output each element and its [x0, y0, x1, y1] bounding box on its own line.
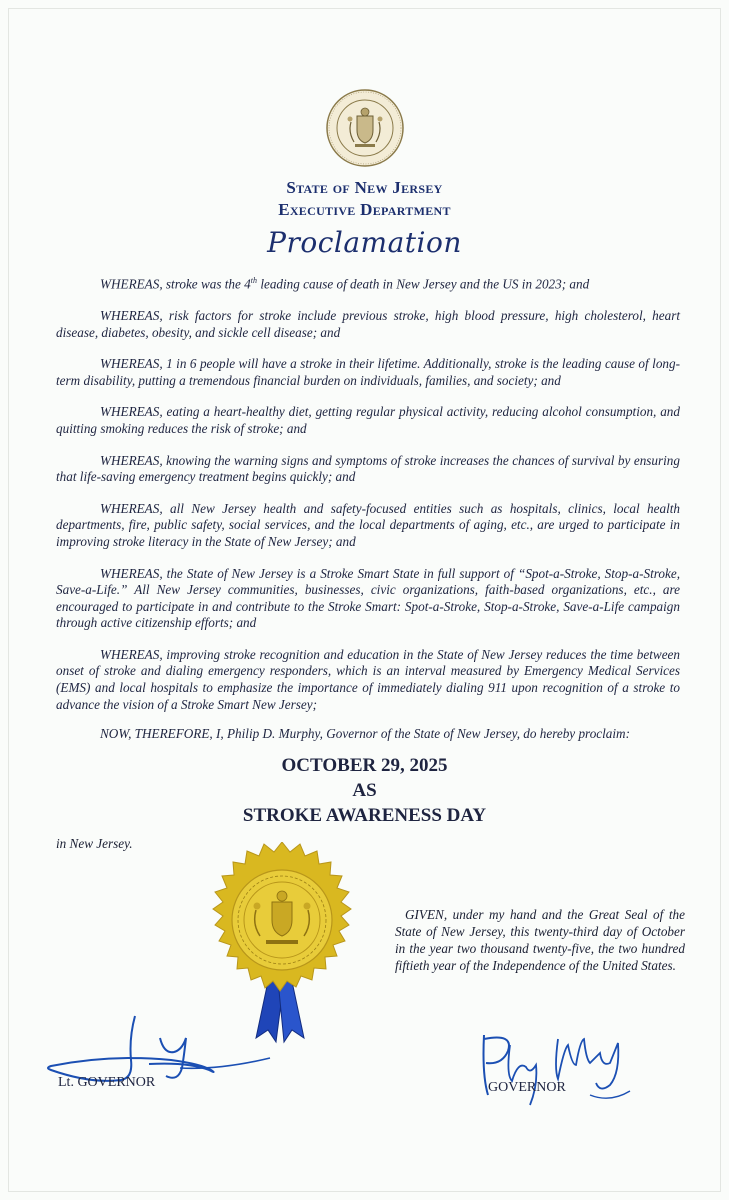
whereas-paragraph: WHEREAS, risk factors for stroke include previous stroke, high blood pressure, high cholesterol, heart disease, diabetes, obesity, and sickle cell disease; and: [56, 307, 680, 340]
proclamation-body: [56, 273, 680, 758]
department-name: Executive Department: [278, 200, 451, 219]
proclaimed-name: STROKE AWARENESS DAY: [242, 805, 487, 826]
state-name: State of New Jersey: [286, 178, 443, 197]
whereas-paragraph: WHEREAS, the State of New Jersey is a Stroke Smart State in full support of “Spot-a-Stroke, Stop-a-Stroke, Save-a-Life.” All New Jersey communities, businesses, civic organizations, faith-based organizations, etc., are encouraged to participate in and contribute to the Stroke Smart: Spot-a-Stroke, Stop-a-Stroke, Save-a-Life campaign through active citizenship efforts; and: [56, 565, 680, 631]
proclaimed-date: OCTOBER 29, 2025: [281, 755, 448, 776]
whereas-paragraph: WHEREAS, improving stroke recognition and education in the State of New Jersey reduces the time between onset of stroke and dialing emergency responders, which is an interval measured by Emergency Medical Services (EMS) and local hospitals to emphasize the importance of immediately dialing 911 upon recognition of a stroke to advance the vision of a Stroke Smart New Jersey;: [56, 646, 680, 712]
governor-signature-icon: [470, 1025, 640, 1115]
whereas-paragraph: WHEREAS, eating a heart-healthy diet, getting regular physical activity, reducing alcohol consumption, and quitting smoking reduces the risk of stroke; and: [56, 404, 680, 436]
given-clause: GIVEN, under my hand and the Great Seal of the State of New Jersey, this twenty-third day of October in the year two thousand twenty-five, the two hundred fiftieth year of the Independence of the United States.: [395, 907, 685, 973]
whereas-paragraph: WHEREAS, all New Jersey health and safety-focused entities such as hospitals, clinics, local health departments, fire, public safety, social services, and the local departments of aging, etc., are urged to participate in improving stroke literacy in the State of New Jersey; and: [56, 500, 680, 549]
whereas-paragraph: WHEREAS, 1 in 6 people will have a stroke in their lifetime. Additionally, stroke is the leading cause of long-term disability, putting a tremendous financial burden on individuals, families, and society; and: [56, 356, 680, 388]
whereas-paragraph: WHEREAS, stroke was the 4th leading cause of death in New Jersey and the US in 2023; and: [100, 276, 590, 292]
now-therefore-paragraph: NOW, THEREFORE, I, Philip D. Murphy, Governor of the State of New Jersey, do hereby proclaim:: [100, 726, 630, 742]
proclaimed-as: AS: [352, 780, 377, 801]
proclaimed-day: [0, 753, 729, 828]
in-new-jersey: in New Jersey.: [56, 836, 133, 851]
whereas-paragraph: WHEREAS, knowing the warning signs and symptoms of stroke increases the chances of survival by ensuring that life-saving emergency treatment begins quickly; and: [56, 452, 680, 485]
document-title: Proclamation: [267, 226, 462, 259]
governor-label: GOVERNOR: [488, 1080, 566, 1095]
lt-governor-label: Lt. GOVERNOR: [58, 1075, 156, 1090]
state-seal-icon: [325, 88, 405, 168]
